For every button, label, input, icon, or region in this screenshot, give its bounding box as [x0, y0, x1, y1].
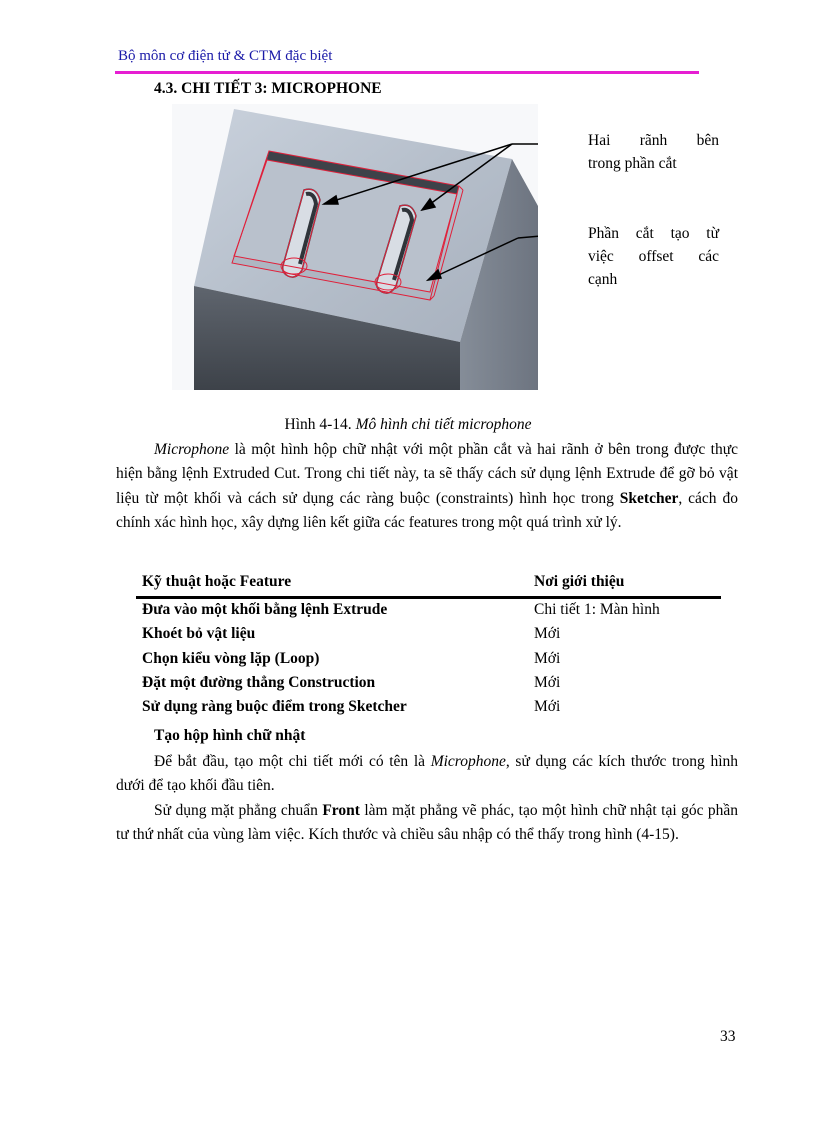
- table-cell-source: Mới: [534, 673, 561, 691]
- figure-caption: [0, 416, 816, 434]
- intro-bold: Sketcher: [619, 489, 679, 507]
- annotation-line: cạnh: [588, 271, 618, 288]
- table-header-feature: Kỹ thuật hoặc Feature: [142, 573, 292, 590]
- table-cell-feature: Sử dụng ràng buộc điểm trong Sketcher: [142, 698, 407, 716]
- table-row: [136, 674, 721, 698]
- annotation-offset-cut: [588, 222, 719, 291]
- subheading: Tạo hộp hình chữ nhật: [154, 727, 306, 744]
- feature-table: [136, 572, 721, 722]
- para3-bold: Front: [322, 802, 360, 819]
- table-header-source: Nơi giới thiệu: [534, 573, 625, 590]
- para2-text-a: Để bắt đầu, tạo một chi tiết mới có tên là: [154, 753, 431, 770]
- caption-prefix: Hình 4-14.: [284, 416, 356, 433]
- table-cell-source: Mới: [534, 625, 561, 643]
- para2-text-b: , sử dụng các kích thước trong hình dưới để tạo khối đầu tiên.: [116, 753, 738, 795]
- table-cell-source: Chi tiết 1: Màn hình: [534, 601, 660, 618]
- paragraph-start: [116, 750, 738, 799]
- page-number: 33: [720, 1028, 736, 1045]
- table-header-row: [136, 572, 721, 598]
- annotation-line: việc offset các: [588, 248, 719, 265]
- table-row: [136, 598, 721, 626]
- table-row: [136, 625, 721, 649]
- microphone-model-figure: [172, 104, 538, 390]
- caption-title: Mô hình chi tiết microphone: [355, 416, 532, 433]
- section-title: 4.3. CHI TIẾT 3: MICROPHONE: [154, 80, 382, 97]
- header-rule: [115, 71, 699, 74]
- para3-text-a: Sử dụng mặt phẳng chuẩn: [154, 802, 323, 819]
- paragraph-front-plane: [116, 799, 738, 848]
- table-cell-feature: Đưa vào một khối bằng lệnh Extrude: [142, 601, 388, 618]
- header-text: Bộ môn cơ điện tử & CTM đặc biệt: [118, 48, 333, 64]
- table-cell-source: Mới: [534, 649, 561, 667]
- table-cell-feature: Đặt một đường thẳng Construction: [142, 673, 376, 691]
- table-cell-source: Mới: [534, 698, 561, 716]
- table-cell-feature: Khoét bỏ vật liệu: [142, 625, 256, 643]
- para3-text-b: làm mặt phẳng vẽ phác, tạo một hình chữ nhật tại góc phần tư thứ nhất của vùng làm việc. Kích thước và chiều sâu nhập có thể thấy trong hình (4-15).: [116, 802, 739, 844]
- para2-italic: Microphone: [430, 753, 506, 770]
- table-cell-feature: Chọn kiểu vòng lặp (Loop): [142, 649, 320, 667]
- intro-text-a: là một hình hộp chữ nhật với một phần cắt và hai rãnh ở bên trong được thực hiện bằng lệnh Extruded Cut. Trong chi tiết này, ta sẽ thấy cách sử dụng lệnh Extrude để gỡ bỏ vật liệu từ một khối và cách sử dụng các ràng buộc (constraints) hình học trong: [116, 441, 738, 507]
- table-row: [136, 698, 721, 722]
- annotation-line: Phần cắt tạo từ: [588, 225, 719, 242]
- table-row: [136, 650, 721, 674]
- annotation-line: trong phần cắt: [588, 155, 677, 172]
- intro-paragraph: [116, 438, 738, 535]
- intro-text-b: , cách đo chính xác hình học, xây dựng liên kết giữa các features trong một quá trình xử lý.: [116, 489, 738, 531]
- intro-lead: Microphone: [154, 441, 230, 458]
- annotation-line: Hai rãnh bên: [588, 132, 719, 149]
- annotation-inner-slots: [588, 129, 719, 175]
